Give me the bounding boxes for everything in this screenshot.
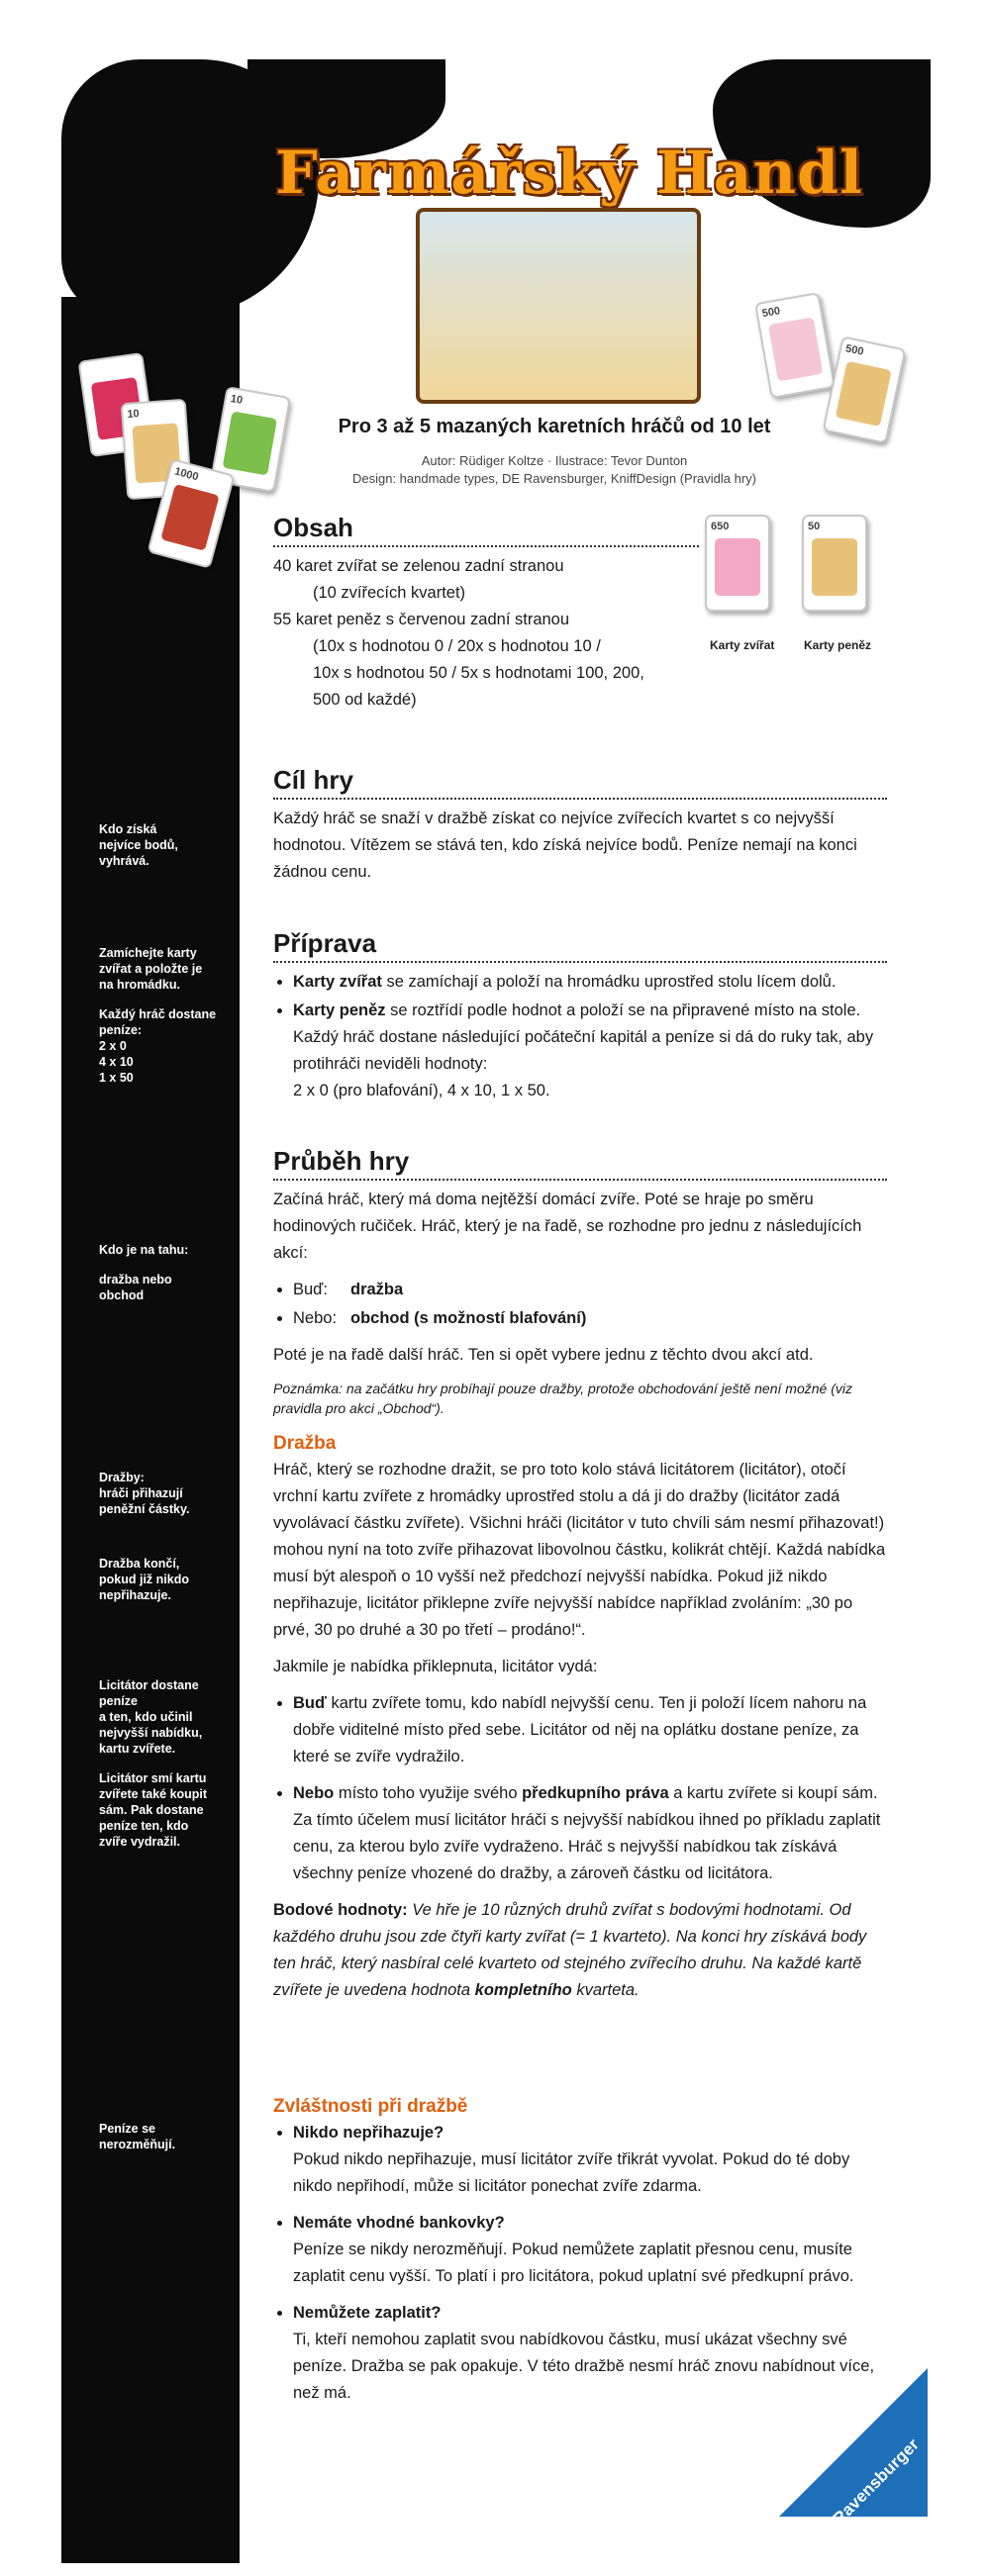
subsection-heading: Dražba xyxy=(273,1433,337,1454)
section-prubeh xyxy=(273,1148,887,1428)
list-item: • Karty peněz se roztřídí podle hodnot a položí se na připravené místo na stole. Každý hráč dostane následující počáteční kapitál a peníze si dá do ruky tak, aby protihráči neviděli hodnoty: 2 x 0 (pro blafování), 4 x 10, 1 x 50. xyxy=(293,998,887,1104)
money-card-sample: 50 xyxy=(802,515,867,612)
content-line: 500 od každé) xyxy=(313,691,417,709)
card-top-right-a: 500 xyxy=(754,292,836,399)
list-item: • Nebo: obchod (s možností blafování) xyxy=(293,1305,887,1332)
list-item: • Nemáte vhodné bankovky? Peníze se nikdy nerozměňují. Pokud nemůžete zaplatit přesnou cenu, musíte zaplatit cenu vyšší. To platí i pro licitátora, pokud uplatní své předkupní právo. xyxy=(293,2210,887,2290)
sidebar-note: Peníze se nerozměňují. xyxy=(99,2122,176,2151)
sidebar xyxy=(61,297,240,2563)
list-item: • Nikdo nepřihazuje? Pokud nikdo nepřihazuje, musí licitátor zvíře třikrát vyvolat. Pokud do té doby nikdo nepřihodí, může si licitátor ponechat zvíře zdarma. xyxy=(293,2120,887,2200)
ravensburger-logo: Ravensburger xyxy=(829,2434,923,2528)
paragraph: Poté je na řadě další hráč. Ten si opět vybere jednu z těchto dvou akcí atd. xyxy=(273,1346,814,1364)
paragraph: Hráč, který se rozhodne dražit, se pro toto kolo stává licitátorem (licitátor), otočí vrchní kartu zvířete z hromádky uprostřed stolu a dá ji do dražby (licitátor zadá vyvolávací částku zvířete). Všichni hráči (licitátor v tuto chvíli sám nesmí přihazovat!) mohou nyní na toto zvíře přihazovat libovolnou částku, kolikrát chtějí. Každá nabídka musí být alespoň o 10 vyšší než předchozí nejvyšší nabídka. Pokud již nikdo nepřihazuje, licitátor přiklepne zvíře nejvyšší nabídce například zvoláním: „30 po prvé, 30 po druhé a 30 po třetí – prodáno!“. xyxy=(273,1461,886,1639)
sidebar-note: Dražby: hráči přihazují peněžní částky. xyxy=(99,1471,190,1516)
credits-line: Design: handmade types, DE Ravensburger, KniffDesign (Pravidla hry) xyxy=(351,471,757,486)
section-obsah xyxy=(273,515,699,714)
section-heading: Průběh hry xyxy=(273,1148,887,1181)
section-priprava xyxy=(273,930,887,1114)
card-top-right-b: 500 xyxy=(823,335,907,444)
sidebar-note: Licitátor dostane peníze a ten, kdo učinil nejvyšší nabídku, kartu zvířete. Licitátor smí kartu zvířete také koupit sám. Pak dostane peníze ten, kdo zvíře vydražil. xyxy=(99,1678,208,1849)
note: Poznámka: na začátku hry probíhají pouze dražby, protože obchodování ještě není možné (viz pravidla pro akci „Obchod“). xyxy=(273,1381,852,1416)
game-logo: Farmářský Handl xyxy=(275,139,863,208)
paragraph: Každý hráč se snaží v dražbě získat co nejvíce zvířecích kvartet s co nejvyšší hodnotou. Vítězem se stává ten, kdo získá nejvíce bodů. Peníze nemají na konci žádnou cenu. xyxy=(273,810,857,881)
section-heading: Příprava xyxy=(273,930,887,963)
list-item: • Buď: dražba xyxy=(293,1277,887,1303)
sidebar-note: Dražba končí, pokud již nikdo nepřihazuje. xyxy=(99,1557,189,1602)
content-line: 10x s hodnotou 50 / 5x s hodnotami 100, 200, xyxy=(313,664,644,682)
sidebar-note: Kdo je na tahu: dražba nebo obchod xyxy=(99,1243,189,1302)
list-item: • Karty zvířat se zamíchají a položí na hromádku uprostřed stolu lícem dolů. xyxy=(293,969,887,996)
section-cil xyxy=(273,767,887,896)
card-left-b: 1000 xyxy=(147,458,235,569)
paragraph: Začíná hráč, který má doma nejtěžší domácí zvíře. Poté se hraje po směru hodinových ručiček. Hráč, který je na řadě, se rozhodne pro jednu z následujících akcí: xyxy=(273,1191,862,1262)
content-line: 40 karet zvířat se zelenou zadní stranou xyxy=(273,557,564,575)
farm-animals-illustration xyxy=(416,208,701,404)
sidebar-note: Zamíchejte karty zvířat a položte je na hromádku. Každý hráč dostane peníze: 2 x 0 4 x 10 1 x 50 xyxy=(99,946,217,1085)
section-drazba xyxy=(273,1430,887,2014)
subsection-heading: Zvláštnosti při dražbě xyxy=(273,2096,468,2117)
credits xyxy=(277,452,832,488)
sidebar-note: Kdo získá nejvíce bodů, vyhrává. xyxy=(99,822,178,868)
money-card-label: Karty peněz xyxy=(804,638,872,652)
paragraph: Jakmile je nabídka přiklepnuta, licitátor vydá: xyxy=(273,1658,598,1675)
credits-line: Autor: Rüdiger Koltze · Ilustrace: Tevor Dunton xyxy=(421,453,688,468)
section-heading: Obsah xyxy=(273,515,699,547)
card-left-green: 10 xyxy=(210,386,291,493)
list-item: • Buď kartu zvířete tomu, kdo nabídl nejvyšší cenu. Ten ji položí lícem nahoru na dobře viditelné místo před sebe. Licitátor od něj na oplátku dostane peníze, za které se zvíře vydražilo. xyxy=(293,1690,887,1770)
content-line: (10 zvířecích kvartet) xyxy=(313,584,466,602)
section-heading: Cíl hry xyxy=(273,767,887,800)
animal-card-sample: 650 xyxy=(705,515,770,612)
content-line: (10x s hodnotou 0 / 20x s hodnotou 10 / xyxy=(313,637,601,655)
animal-card-label: Karty zvířat xyxy=(710,638,775,652)
subtitle: Pro 3 až 5 mazaných karetních hráčů od 10 let xyxy=(338,416,771,437)
card-left-a: 10 xyxy=(121,399,193,500)
list-item: • Nemůžete zaplatit? Ti, kteří nemohou zaplatit svou nabídkovou částku, musí ukázat všechny své peníze. Dražba se pak opakuje. V této dražbě nesmí hráč znovu nabídnout více, než má. xyxy=(293,2300,887,2407)
paragraph: Bodové hodnoty: Ve hře je 10 různých druhů zvířat s bodovými hodnotami. Od každého druhu jsou zde čtyři karty zvířat (= 1 kvarteto). Na konci hry získává body ten hráč, který nasbíral celé kvarteto od stejného zvířecího druhu. Na každé kartě zvířete je uvedena hodnota kompletního kvarteta. xyxy=(273,1901,867,1999)
list-item: • Nebo místo toho využije svého předkupního práva a kartu zvířete si koupí sám. Za tímto účelem musí licitátor hráči s nejvyšší nabídkou ihned po příkladu zaplatit cenu, za kterou bylo zvíře vydraženo. Hráč s nejvyšší nabídkou tak získává všechny peníze vhozené do dražby, a zároveň částku od licitátora. xyxy=(293,1780,887,1887)
content-line: 55 karet peněz s červenou zadní stranou xyxy=(273,611,570,628)
